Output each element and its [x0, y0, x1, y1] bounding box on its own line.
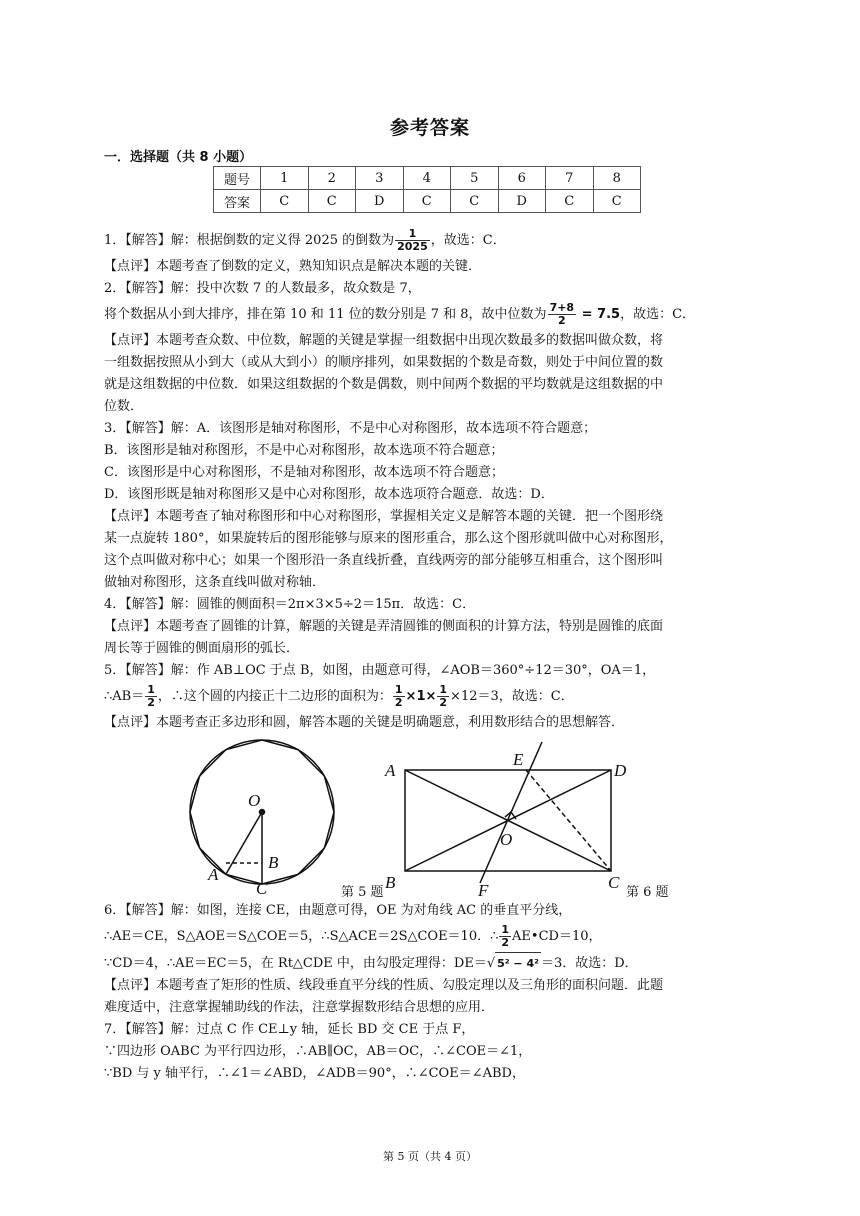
label-b: B: [385, 873, 396, 892]
table-cell: D: [498, 190, 546, 213]
table-header-number: 题号: [214, 167, 261, 190]
table-cell: C: [451, 190, 499, 213]
sqrt-expression: 5² − 4²: [495, 952, 541, 975]
q7-line-1: 7．【解答】解：过点 C 作 CE⊥y 轴，延长 BD 交 CE 于点 F，: [104, 1022, 475, 1037]
fraction: $\frac{1}{2}$: [147, 683, 155, 709]
table-cell: C: [308, 190, 356, 213]
q2-answer-1: 2．【解答】解：投中次数 7 的人数最多，故众数是 7，: [104, 281, 421, 296]
fraction: $\frac{1}{2}$: [439, 683, 448, 709]
q1-comment: 【点评】本题考查了倒数的定义，熟知知识点是解决本题的关键．: [104, 259, 482, 274]
q5-comment: 【点评】本题考查正多边形和圆，解答本题的关键是明确题意，利用数形结合的思想解答．: [104, 715, 625, 730]
label-d: D: [614, 761, 627, 780]
page-title: 参考答案: [389, 117, 470, 139]
label-f: F: [478, 881, 489, 898]
table-row-numbers: [214, 167, 641, 190]
center-point: [260, 810, 265, 815]
table-cell: D: [356, 190, 404, 213]
table-cell: 4: [403, 167, 451, 190]
table-cell: 3: [356, 167, 404, 190]
answer-table: [213, 166, 641, 213]
q4-comment-1: 【点评】本题考查了圆锥的计算，解题的关键是弄清圆锥的侧面积的计算方法，特别是圆锥的底面: [104, 619, 664, 634]
fraction: $\frac{1}{2}$: [394, 683, 403, 709]
q3-comment-3: 这个点叫做对称中心；如果一个图形沿一条直线折叠，直线两旁的部分能够互相重合，这个图形叫: [104, 553, 664, 568]
label-a: A: [208, 865, 219, 884]
q3-line-3: C．该图形是中心对称图形，不是轴对称图形，故本选项不符合题意；: [104, 465, 504, 480]
fraction: $\frac{1}{2}$: [501, 923, 510, 949]
fraction: $\frac{1}{2025}$: [397, 227, 428, 253]
table-cell: C: [593, 190, 641, 213]
q3-line-1: 3．【解答】解：A．该图形是轴对称图形，不是中心对称图形，故本选项不符合题意；: [104, 421, 597, 436]
table-cell: 8: [593, 167, 641, 190]
q2-comment-4: 位数．: [104, 399, 144, 414]
table-cell: 6: [498, 167, 546, 190]
table-cell: C: [403, 190, 451, 213]
figure-6-caption: 第 6 题: [626, 885, 669, 900]
label-o: O: [248, 791, 261, 810]
q1-answer: 1．【解答】解：根据倒数的定义得 2025 的倒数为 $\frac{1}{2025}$ ，故选：C．: [104, 227, 506, 253]
figure-6-diagram: [405, 742, 611, 883]
q7-line-2: ∵四边形 OABC 为平行四边形，∴AB∥OC，AB＝OC，∴∠COE＝∠1，: [104, 1044, 532, 1059]
page-footer: 第 5 页（共 4 页）: [383, 1150, 477, 1163]
table-cell: 1: [261, 167, 309, 190]
label-c: C: [608, 873, 620, 892]
q6-comment-2: 难度适中，注意掌握辅助线的作法，注意掌握数形结合思想的应用．: [104, 1000, 495, 1015]
q3-line-2: B．该图形是轴对称图形，不是中心对称图形，故本选项不符合题意；: [104, 443, 504, 458]
q4-comment-2: 周长等于圆锥的侧面扇形的弧长．: [104, 641, 300, 656]
q7-line-3: ∵BD 与 y 轴平行，∴∠1＝∠ABD，∠ADB＝90°，∴∠COE＝∠ABD，: [104, 1066, 525, 1081]
q3-line-4: D．该图形既是轴对称图形又是中心对称图形，故本选项符合题意．故选：D．: [104, 487, 554, 502]
label-o: O: [500, 830, 513, 849]
label-b: B: [268, 853, 279, 872]
label-a: A: [385, 761, 396, 780]
q2-comment-3: 就是这组数据的中位数．如果这组数据的个数是偶数，则中间两个数据的平均数就是这组数据的中: [104, 377, 664, 392]
figures: [180, 738, 700, 898]
table-header-answer: 答案: [214, 190, 261, 213]
table-cell: 5: [451, 167, 499, 190]
q6-answer-3: ∵CD＝4，∴AE＝EC＝5，在 Rt△CDE 中，由勾股定理得：DE＝√ 5² − 4² ＝3．故选：D．: [104, 952, 759, 975]
table-cell: C: [546, 190, 594, 213]
q6-comment-1: 【点评】本题考查了矩形的性质、线段垂直平分线的性质、勾股定理以及三角形的面积问题．此题: [104, 978, 664, 993]
fraction: $\frac{7+8}{2}$: [549, 301, 575, 327]
figure-5-caption: 第 5 题: [341, 885, 384, 900]
q5-answer-1: 5．【解答】解：作 AB⊥OC 于点 B，如图，由题意可得，∠AOB＝360°÷12＝30°，OA＝1，: [104, 663, 656, 678]
q3-comment-2: 某一点旋转 180°，如果旋转后的图形能够与原来的图形重合，那么这个图形就叫做中心对称图形，: [104, 531, 673, 546]
q6-answer-2: ∴AE＝CE，S△AOE＝S△COE＝5，∴S△ACE＝2S△COE＝10．∴ $\frac{1}{2}$ AE•CD＝10，: [104, 923, 602, 949]
segment-ce: [526, 770, 611, 871]
table-cell: 2: [308, 167, 356, 190]
segment-oa: [226, 812, 262, 874]
q4-answer: 4．【解答】解：圆锥的侧面积＝2π×3×5÷2＝15π．故选：C．: [104, 597, 476, 612]
table-cell: C: [261, 190, 309, 213]
q3-comment-1: 【点评】本题考查了轴对称图形和中心对称图形，掌握相关定义是解答本题的关键．把一个图形绕: [104, 509, 664, 524]
label-c: C: [256, 879, 268, 898]
solutions-part2: [104, 900, 759, 1085]
solutions-part1: [104, 226, 759, 734]
figure-5-diagram: [190, 740, 334, 884]
q2-comment-2: 一组数据按照从小到大（或从大到小）的顺序排列，如果数据的个数是奇数，则处于中间位置的数: [104, 355, 664, 370]
q3-comment-4: 做轴对称图形，这条直线叫做对称轴．: [104, 575, 326, 590]
table-cell: 7: [546, 167, 594, 190]
q2-comment-1: 【点评】本题考查众数、中位数，解题的关键是掌握一组数据中出现次数最多的数据叫做众数，将: [104, 333, 664, 348]
q2-answer-2: 将个数据从小到大排序，排在第 10 和 11 位的数分别是 7 和 8，故中位数为 $\frac{7+8}{2}$ = 7.5，故选：C．: [104, 301, 696, 327]
q6-answer-1: 6．【解答】解：如图，连接 CE，由题意可得，OE 为对角线 AC 的垂直平分线，: [104, 903, 572, 918]
section-heading: 一．选择题（共 8 小题）: [104, 150, 253, 165]
label-e: E: [513, 750, 524, 769]
q5-answer-2: ∴AB＝ $\frac{1}{2}$ ，∴这个圆的内接正十二边形的面积为： $\frac{1}{2}$ ×1× $\frac{1}{2}$ ×12＝3，故选：C．: [104, 683, 574, 709]
table-row-answers: [214, 190, 641, 213]
